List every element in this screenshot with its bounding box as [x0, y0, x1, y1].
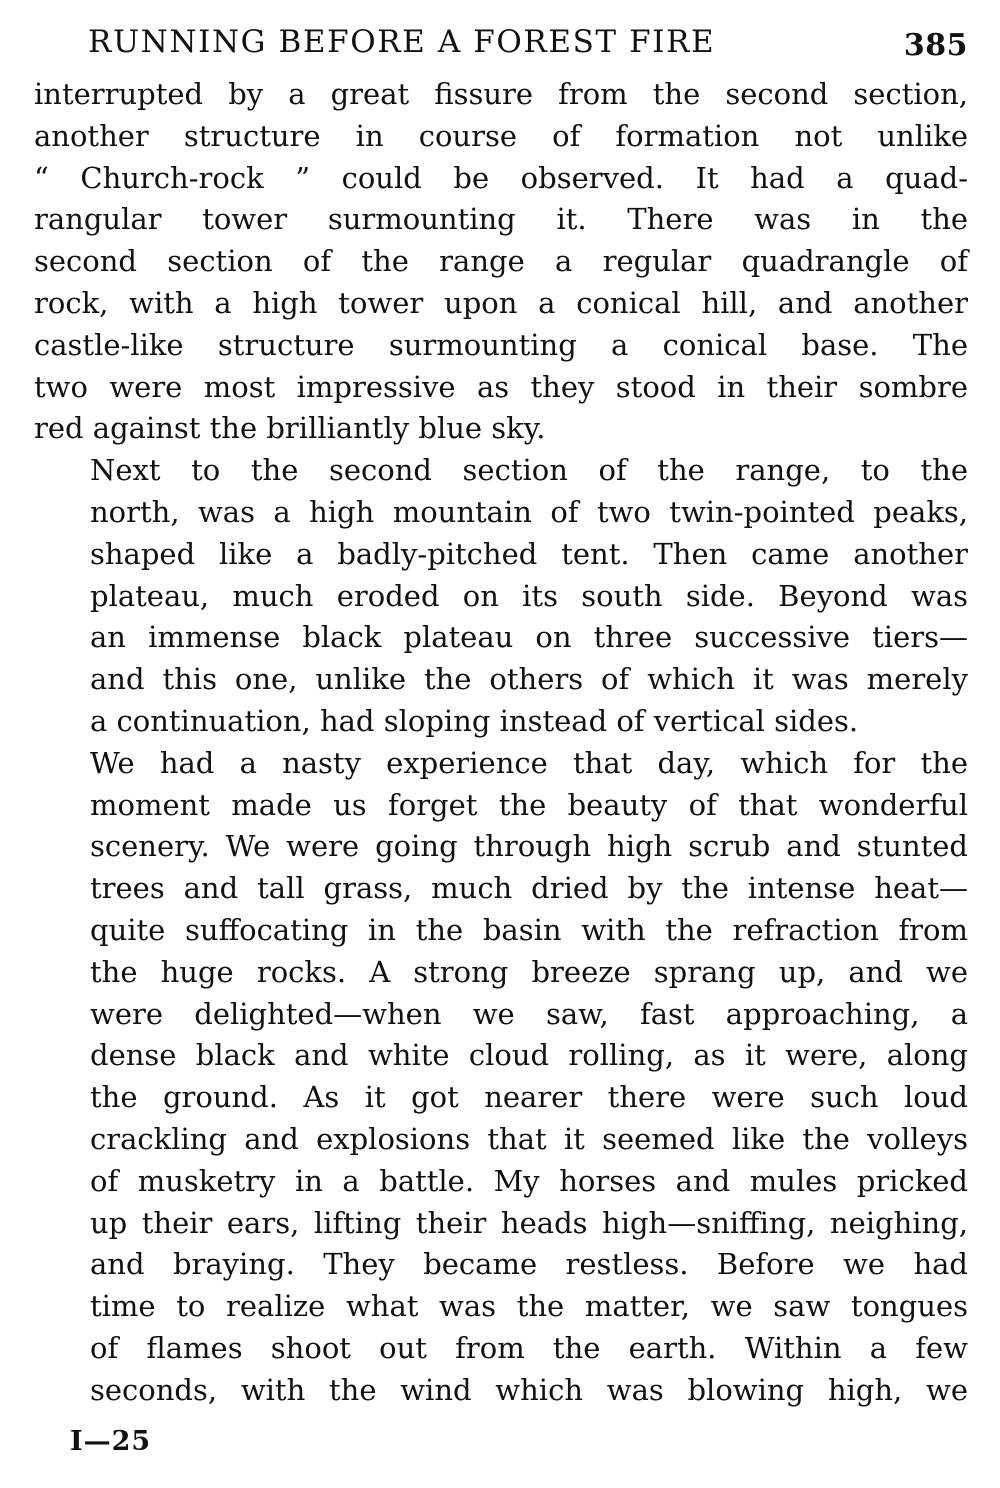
text-line: trees and tall grass, much dried by the intense heat— [90, 871, 968, 906]
text-line: crackling and explosions that it seemed like the volleys [90, 1121, 968, 1156]
text-line: rangular tower surmounting it. There was in the [34, 202, 968, 237]
text-line: the huge rocks. A strong breeze sprang up, and we [90, 954, 968, 989]
text-line: an immense black plateau on three successive tiers— [90, 620, 968, 655]
page-number: 385 [903, 28, 968, 63]
text-line: We had a nasty experience that day, which for the [90, 745, 968, 780]
text-line: time to realize what was the matter, we saw tongues [90, 1289, 968, 1324]
text-line: second section of the range a regular quadrangle of [34, 244, 968, 279]
text-line: up their ears, lifting their heads high—sniffing, neighing, [90, 1205, 968, 1240]
paragraph-1 [34, 74, 968, 450]
text-line: shaped like a badly-pitched tent. Then came another [90, 536, 968, 571]
text-line: another structure in course of formation not unlike [34, 118, 968, 153]
text-line: of musketry in a battle. My horses and mules pricked [90, 1163, 968, 1198]
text-line: quite suffocating in the basin with the refraction from [90, 912, 968, 947]
text-line: two were most impressive as they stood in their sombre [34, 369, 968, 404]
signature-mark: I—25 [70, 1426, 152, 1457]
text-line: interrupted by a great fissure from the second section, [34, 77, 968, 111]
text-line: and braying. They became restless. Before we had [90, 1247, 968, 1282]
text-line: and this one, unlike the others of which it was merely [90, 662, 968, 697]
text-line: “ Church-rock ” could be observed. It had a quad- [34, 160, 968, 195]
book-page [34, 18, 968, 1412]
text-line: were delighted—when we saw, fast approaching, a [90, 996, 968, 1031]
text-line: castle-like structure surmounting a conical base. The [34, 327, 968, 362]
text-line: a continuation, had sloping instead of vertical sides. [90, 703, 859, 738]
text-line: north, was a high mountain of two twin-pointed peaks, [90, 494, 968, 529]
paragraph-2 [34, 450, 968, 743]
body-text [34, 74, 968, 1412]
text-line: the ground. As it got nearer there were such loud [90, 1080, 968, 1115]
text-line: scenery. We were going through high scrub and stunted [90, 829, 968, 864]
text-line: dense black and white cloud rolling, as it were, along [90, 1038, 968, 1073]
text-line: plateau, much eroded on its south side. Beyond was [90, 578, 968, 613]
running-title: RUNNING BEFORE A FOREST FIRE [88, 24, 716, 60]
text-line: seconds, with the wind which was blowing high, we [90, 1372, 968, 1407]
text-line: Next to the second section of the range, to the [90, 453, 968, 488]
text-line: of flames shoot out from the earth. Within a few [90, 1330, 968, 1365]
running-head [34, 18, 968, 74]
text-line: moment made us forget the beauty of that wonderful [90, 787, 968, 822]
text-line: red against the brilliantly blue sky. [34, 411, 546, 446]
text-line: rock, with a high tower upon a conical hill, and another [34, 285, 968, 320]
paragraph-3 [34, 743, 968, 1412]
